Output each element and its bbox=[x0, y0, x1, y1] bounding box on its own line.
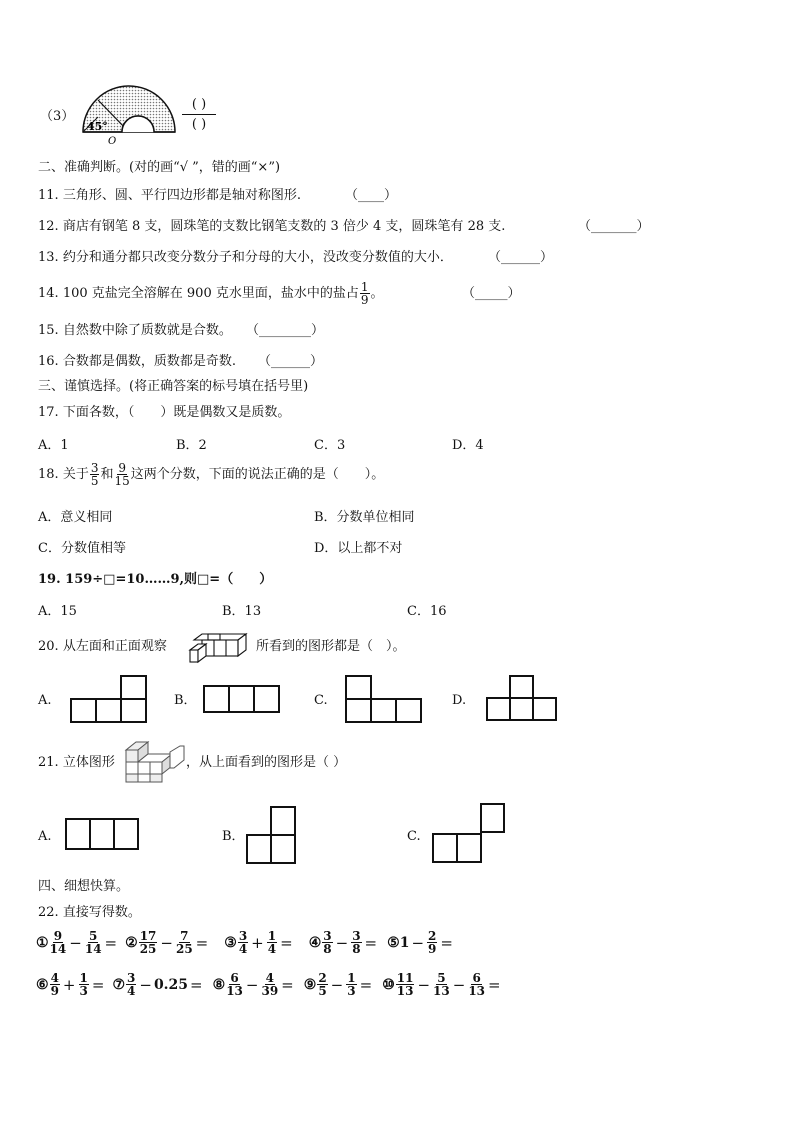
q18-fraction-2: $\frac{9}{15}$ bbox=[114, 461, 130, 488]
q3-point-label: O bbox=[108, 136, 117, 147]
q11-answer-paren[interactable]: （____） bbox=[345, 188, 398, 203]
q16-answer-paren[interactable]: （______） bbox=[258, 354, 324, 369]
calc-3: ③ $\frac{3}{4}$ + $\frac{1}{4}$ = bbox=[224, 929, 293, 956]
q3-angle-label: 45° bbox=[87, 120, 108, 133]
q14: 14. 100 克盐完全溶解在 900 克水里面，盐水中的盐占 $\frac{1}{9}$ 。 bbox=[38, 280, 384, 307]
q21-option-b-label[interactable]: B． bbox=[222, 829, 245, 844]
q21-option-c-figure[interactable] bbox=[432, 803, 508, 865]
q18-option-d[interactable]: D．以上都不对 bbox=[314, 541, 403, 556]
q3-semicircle-figure bbox=[80, 86, 180, 146]
q21-text-b: ，从上面看到的图形是（ ） bbox=[186, 755, 347, 770]
q13-answer-paren[interactable]: （______） bbox=[488, 250, 554, 265]
section3-heading: 三、谨慎选择。(将正确答案的标号填在括号里) bbox=[38, 379, 309, 394]
q18-option-a[interactable]: A．意义相同 bbox=[38, 510, 113, 525]
q17-option-b[interactable]: B．2 bbox=[176, 438, 207, 453]
q18: 18. 关于 $\frac{3}{5}$ 和 $\frac{9}{15}$ 这两个分数，下面的说法正确的是（ ）。 bbox=[38, 461, 385, 488]
q20-option-c-label[interactable]: C. bbox=[314, 693, 328, 708]
q18-fraction-1: $\frac{3}{5}$ bbox=[90, 461, 99, 488]
q17-option-a[interactable]: A．1 bbox=[38, 438, 69, 453]
q18-option-c[interactable]: C．分数值相等 bbox=[38, 541, 126, 556]
q19-option-b[interactable]: B．13 bbox=[222, 604, 262, 619]
calc-2: ② $\frac{17}{25}$ − $\frac{7}{25}$ = bbox=[125, 929, 209, 956]
q22: 22. 直接写得数。 bbox=[38, 905, 141, 920]
section2-heading: 二、准确判断。(对的画“√ ”，错的画“×”) bbox=[38, 160, 281, 175]
q12: 12. 商店有钢笔 8 支，圆珠笔的支数比钢笔支数的 3 倍少 4 支，圆珠笔有 28 支. bbox=[38, 219, 506, 234]
q20-option-b-figure[interactable] bbox=[203, 685, 283, 715]
q17-option-c[interactable]: C．3 bbox=[314, 438, 346, 453]
q3-answer-fraction[interactable]: ( ) ( ) bbox=[182, 96, 216, 135]
q18-option-b[interactable]: B．分数单位相同 bbox=[314, 510, 415, 525]
q21-option-b-figure[interactable] bbox=[246, 806, 298, 866]
q21-option-a-label[interactable]: A. bbox=[38, 829, 52, 844]
q20-option-b-label[interactable]: B． bbox=[174, 693, 197, 708]
q19-option-a[interactable]: A．15 bbox=[38, 604, 77, 619]
q3-label: （3） bbox=[40, 109, 75, 124]
q20-option-a-figure[interactable] bbox=[70, 675, 150, 725]
q20-option-c-figure[interactable] bbox=[345, 675, 425, 725]
q20-text-b: 所看到的图形都是（ ）。 bbox=[256, 639, 406, 654]
q12-answer-paren[interactable]: （_______） bbox=[578, 219, 650, 234]
q14-fraction: $\frac{1}{9}$ bbox=[360, 280, 369, 307]
q17: 17. 下面各数，（ ）既是偶数又是质数。 bbox=[38, 405, 291, 420]
q21-option-a-figure[interactable] bbox=[65, 818, 141, 852]
q13: 13. 约分和通分都只改变分数分子和分母的大小，没改变分数值的大小． bbox=[38, 250, 453, 265]
q17-option-d[interactable]: D．4 bbox=[452, 438, 484, 453]
q19: 19. 159÷□=10……9,则□=（ ） bbox=[38, 572, 273, 587]
calc-4: ④ $\frac{3}{8}$ − $\frac{3}{8}$ = bbox=[308, 929, 378, 956]
calc-5: ⑤ 1 − $\frac{2}{9}$ = bbox=[387, 929, 453, 956]
q15: 15. 自然数中除了质数就是合数。 bbox=[38, 323, 232, 338]
q11: 11. 三角形、圆、平行四边形都是轴对称图形. bbox=[38, 188, 301, 203]
q20-option-a-label[interactable]: A. bbox=[38, 693, 52, 708]
calc-7: ⑦ $\frac{3}{4}$ − 0.25 = bbox=[112, 971, 203, 998]
q14-answer-paren[interactable]: （_____） bbox=[462, 286, 521, 301]
calc-row-2 bbox=[36, 972, 505, 997]
section4-heading: 四、细想快算。 bbox=[38, 879, 130, 894]
q21: 21. 立体图形 bbox=[38, 755, 115, 770]
calc-1: ① $\frac{9}{14}$ − $\frac{5}{14}$ = bbox=[36, 929, 118, 956]
calc-9: ⑨ $\frac{2}{5}$ − $\frac{1}{3}$ = bbox=[303, 971, 373, 998]
q21-option-c-label[interactable]: C. bbox=[407, 829, 421, 844]
calc-6: ⑥ $\frac{4}{9}$ + $\frac{1}{3}$ = bbox=[36, 971, 105, 998]
q15-answer-paren[interactable]: （________） bbox=[246, 323, 325, 338]
calc-8: ⑧ $\frac{6}{13}$ − $\frac{4}{39}$ = bbox=[212, 971, 294, 998]
q20: 20. 从左面和正面观察 bbox=[38, 639, 167, 654]
calc-row-1 bbox=[36, 930, 457, 955]
q20-option-d-figure[interactable] bbox=[486, 675, 566, 725]
calc-10: ⑩ $\frac{11}{13}$ − $\frac{5}{13}$ − $\frac{6}{13}$ = bbox=[382, 971, 501, 998]
q20-option-d-label[interactable]: D. bbox=[452, 693, 467, 708]
q21-solid-figure bbox=[122, 740, 186, 786]
q19-option-c[interactable]: C．16 bbox=[407, 604, 447, 619]
q20-solid-figure bbox=[188, 630, 250, 666]
q16: 16. 合数都是偶数，质数都是奇数. bbox=[38, 354, 236, 369]
